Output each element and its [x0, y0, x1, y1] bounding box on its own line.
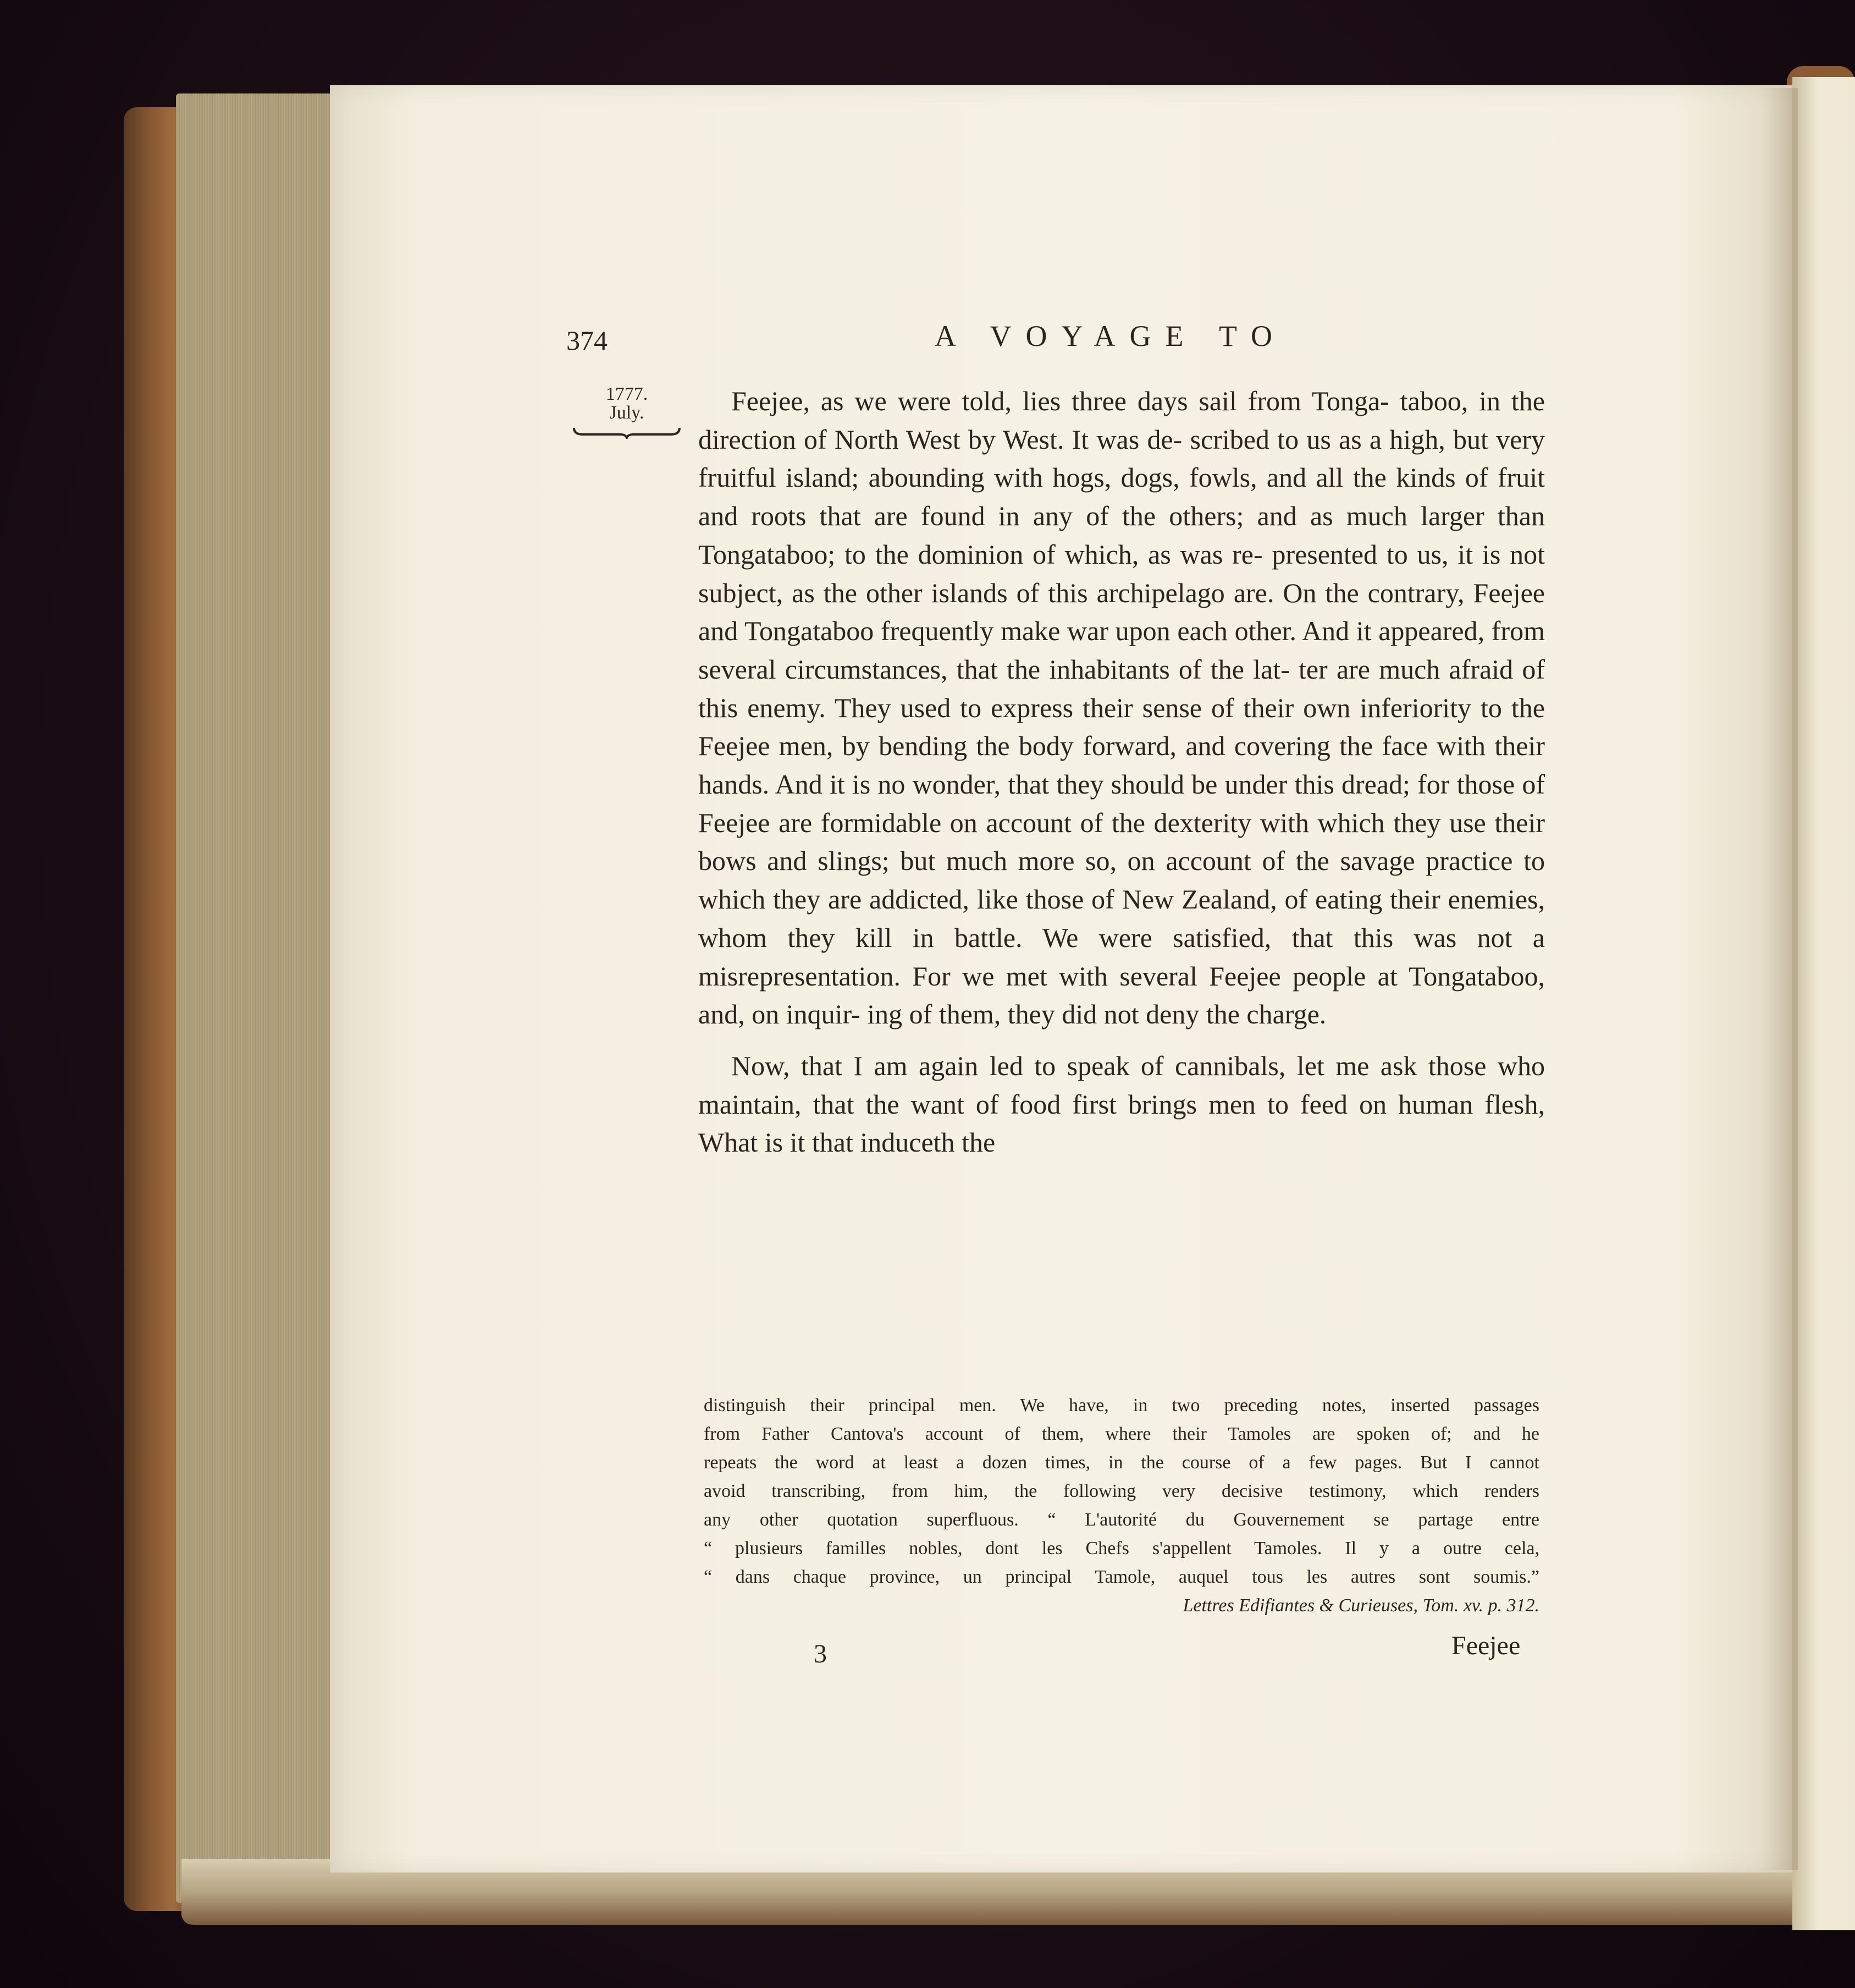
footnote-citation: Lettres Edifiantes & Curieuses, Tom. xv. p. 312.	[1183, 1595, 1539, 1616]
footnote-line: from Father Cantova's account of them, where their Tamoles are spoken of; and he	[704, 1424, 1539, 1444]
signature-mark: 3	[814, 1639, 827, 1668]
margin-month: July.	[609, 403, 644, 423]
footnote-line: “ plusieurs familles nobles, dont les Chefs s'appellent Tamoles. Il y a outre cela,	[704, 1538, 1539, 1559]
margin-date-note	[572, 385, 682, 439]
brace-ornament	[572, 426, 682, 439]
footnote-line: distinguish their principal men. We have, in two preceding notes, inserted passages	[704, 1395, 1539, 1416]
footnote-line: any other quotation superfluous. “ L'autorité du Gouvernement se partage entre	[704, 1510, 1539, 1530]
paragraph-2: Now, that I am again led to speak of cannibals, let me ask those who maintain, that the want of food first brings men to feed on human flesh, What is it that induceth the	[698, 1050, 1545, 1158]
footnote	[704, 1391, 1539, 1620]
paragraph-1: Feejee, as we were told, lies three days sail from Tonga- taboo, in the direction of North West by West. It was de- scribed to us as a high, but very fruitful island; abounding with hogs, dogs, fowls, and all the kinds of fruit and roots that are found in any of the others; and as much larger than Tongataboo; to the dominion of which, as was re- presented to us, it is not subject, as the other islands of this archipelago are. On the contrary, Feejee and Tongataboo frequently make war upon each other. And it appeared, from several circumstances, that the inhabitants of the lat- ter are much afraid of this enemy. They used to express their sense of their own inferiority to the Feejee men, by bending the body forward, and covering the face with their hands. And it is no wonder, that they should be under this dread; for those of Feejee are formidable on account of the dexterity with which they use their bows and slings; but much more so, on account of the savage practice to which they are addicted, like those of New Zealand, of eating their enemies, whom they kill in battle. We were satisfied, that this was not a misrepresentation. For we met with several Feejee people at Tongataboo, and, on inquir- ing of them, they did not deny the charge.	[698, 386, 1545, 1030]
footnote-line: repeats the word at least a dozen times, in the course of a few pages. But I cannot	[704, 1452, 1539, 1473]
footnote-line: “ dans chaque province, un principal Tamole, auquel tous les autres sont soumis.”	[704, 1567, 1539, 1587]
running-head: A VOYAGE TO	[935, 320, 1287, 353]
margin-year: 1777.	[605, 384, 648, 404]
catchword: Feejee	[1451, 1631, 1521, 1660]
facing-page-edge	[1792, 77, 1855, 1930]
page-number: 374	[566, 325, 608, 356]
footnote-line: avoid transcribing, from him, the following very decisive testimony, which renders	[704, 1481, 1539, 1501]
main-text	[698, 382, 1545, 1162]
page-edges	[176, 93, 335, 1903]
gutter-shadow	[1759, 88, 1798, 1870]
